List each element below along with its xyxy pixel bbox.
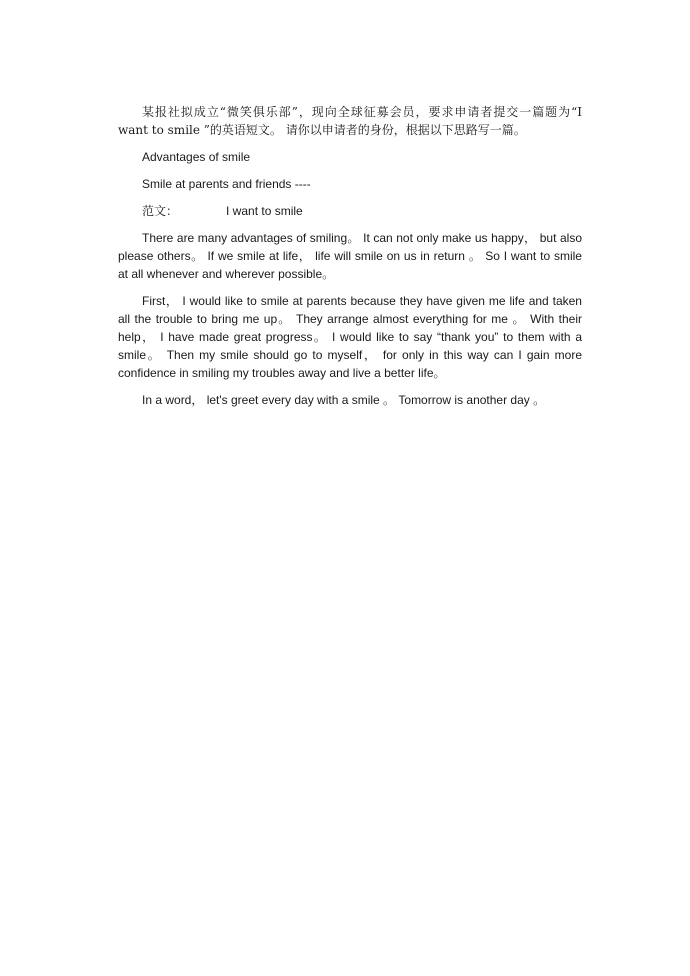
essay-paragraph-2: First， I would like to smile at parents because they have given me life and taken all the trouble to bring me up。 They arrange almost everything for me 。 With their help， I have made great progress。 I would like to say “thank you” to them with a smile。 Then my smile should go to myself， for only in this way can I gain more confidence in smiling my troubles away and live a better life。 xyxy=(118,294,582,380)
sample-heading xyxy=(118,202,582,220)
outline-item-advantages: Advantages of smile xyxy=(142,150,251,164)
outline-item-parents-friends: Smile at parents and friends ---- xyxy=(142,177,311,191)
document-body xyxy=(118,103,582,418)
sample-label: 范文： xyxy=(142,204,179,218)
essay-paragraph-1: There are many advantages of smiling。 It can not only make us happy， but also please others。 If we smile at life， life will smile on us in return 。 So I want to smile at all whenever and wherever possible。 xyxy=(118,231,582,281)
writing-prompt: 某报社拟成立“微笑俱乐部”，现向全球征募会员，要求申请者提交一篇题为“I want to smile ”的英语短文。 请你以申请者的身份，根据以下思路写一篇。 xyxy=(118,105,582,137)
essay-paragraph-3: In a word， let's greet every day with a smile 。 Tomorrow is another day 。 xyxy=(142,393,546,407)
sample-title: I want to smile xyxy=(226,204,303,218)
